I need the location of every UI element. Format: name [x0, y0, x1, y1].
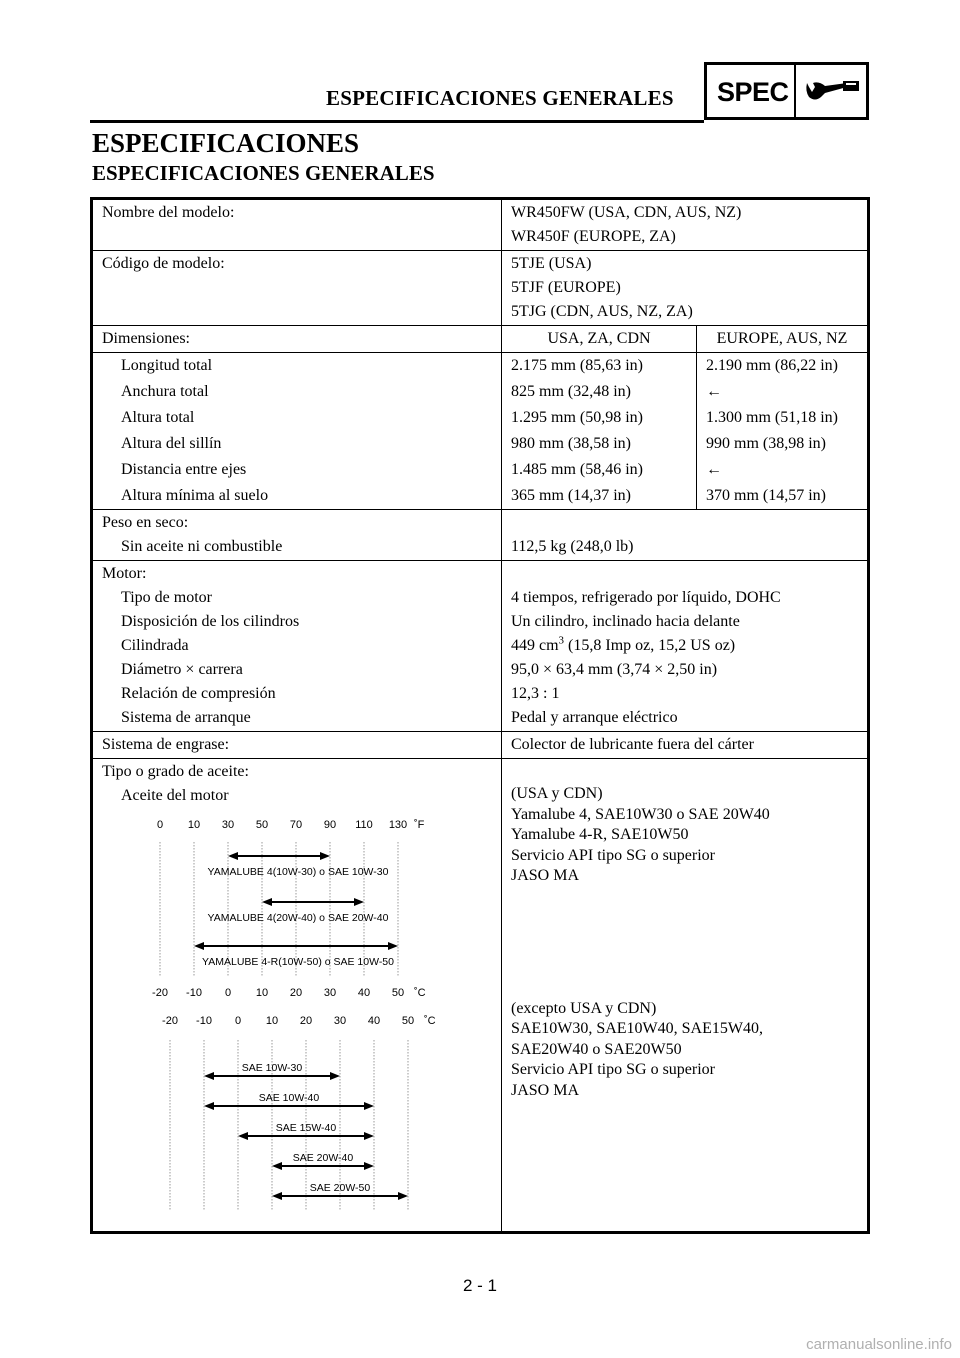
- spec-divider: [794, 65, 796, 117]
- oil-usa-block: [511, 784, 858, 887]
- c-tick-label: -10: [196, 1015, 212, 1027]
- dim-label: Distancia entre ejes: [121, 461, 247, 478]
- engine-label: Motor:: [102, 565, 147, 582]
- f-tick-label: 50: [255, 819, 269, 831]
- oil-line: SAE10W30, SAE10W40, SAE15W40,: [511, 1020, 763, 1037]
- c-tick-label: 0: [224, 987, 232, 999]
- dim-value-1: 980 mm (38,58 in): [502, 431, 697, 457]
- f-unit-label: ˚F: [414, 819, 425, 831]
- series-label: SAE 20W-50: [309, 1182, 371, 1194]
- dim-label: Altura mínima al suelo: [121, 487, 269, 504]
- dim-value-1: 1.295 mm (50,98 in): [502, 405, 697, 431]
- engine-item-label: Tipo de motor: [121, 589, 212, 606]
- range-arrow: [262, 898, 364, 906]
- f-tick-label: 130: [388, 819, 408, 831]
- f-tick-label: 0: [156, 819, 164, 831]
- c-tick-label: 50: [391, 987, 405, 999]
- page-number: 2 - 1: [462, 1276, 498, 1295]
- oil-line: Yamalube 4-R, SAE10W50: [511, 826, 689, 843]
- engine-item-label: Disposición de los cilindros: [121, 613, 300, 630]
- dim-value-2: 1.300 mm (51,18 in): [697, 405, 869, 431]
- code-values: [502, 251, 869, 326]
- series-label: SAE 10W-40: [258, 1092, 320, 1104]
- series-label: YAMALUBE 4(20W-40) o SAE 20W-40: [207, 912, 389, 924]
- c-tick-label: 10: [265, 1015, 279, 1027]
- oil-label-cell: [92, 759, 502, 1233]
- series-label: SAE 10W-30: [241, 1062, 303, 1074]
- c-tick-label: 30: [323, 987, 337, 999]
- dim-value-1: 825 mm (32,48 in): [502, 379, 697, 405]
- table-row: [92, 457, 869, 483]
- lubrication-label: Sistema de engrase:: [92, 732, 502, 759]
- series-label: YAMALUBE 4-R(10W-50) o SAE 10W-50: [202, 956, 394, 968]
- c-tick-label: 30: [333, 1015, 347, 1027]
- dimensions-col1: USA, ZA, CDN: [502, 326, 697, 353]
- engine-value-cell: [502, 561, 869, 732]
- model-values: [502, 199, 869, 251]
- weight-value-cell: [502, 510, 869, 561]
- c-tick-label: -20: [152, 987, 168, 999]
- header-title: ESPECIFICACIONES GENERALES: [326, 86, 674, 110]
- c-unit-label: ˚C: [414, 987, 426, 999]
- range-arrow: [228, 852, 330, 860]
- oil-line: Yamalube 4, SAE10W30 o SAE 20W40: [511, 805, 770, 823]
- dim-label: Anchura total: [121, 383, 209, 400]
- f-tick-label: 10: [187, 819, 201, 831]
- oil-value-cell: [502, 759, 869, 1233]
- model-value: WR450FW (USA, CDN, AUS, NZ): [511, 204, 742, 221]
- model-row: [92, 199, 869, 251]
- dim-value-2: 2.190 mm (86,22 in): [697, 353, 869, 380]
- weight-label: Peso en seco:: [102, 514, 189, 531]
- engine-item-label: Relación de compresión: [121, 685, 276, 702]
- weight-sub-label: Sin aceite ni combustible: [121, 538, 283, 555]
- dim-label: Altura total: [121, 409, 195, 426]
- oil-line: (USA y CDN): [511, 785, 603, 802]
- dim-label: Altura del sillín: [121, 435, 222, 452]
- engine-item-label: Sistema de arranque: [121, 709, 251, 726]
- dim-value-1: 1.485 mm (58,46 in): [502, 457, 697, 483]
- spec-label: SPEC: [717, 77, 789, 107]
- table-row: [92, 431, 869, 457]
- lubrication-value: Colector de lubricante fuera del cárter: [502, 732, 869, 759]
- spec-table: [90, 197, 870, 1234]
- lubrication-row: [92, 732, 869, 759]
- code-value: 5TJE (USA): [511, 255, 592, 272]
- c-unit-label: ˚C: [424, 1015, 436, 1027]
- engine-item-value: 95,0 × 63,4 mm (3,74 × 2,50 in): [511, 661, 718, 678]
- table-row: [92, 405, 869, 431]
- code-row: [92, 251, 869, 326]
- f-tick-label: 30: [221, 819, 235, 831]
- dimensions-header-row: [92, 326, 869, 353]
- weight-label-cell: [92, 510, 502, 561]
- oil-line: SAE20W40 o SAE20W50: [511, 1040, 682, 1058]
- c-tick-label: 40: [367, 1015, 381, 1027]
- engine-item-value: Un cilindro, inclinado hacia delante: [511, 613, 740, 630]
- dim-value-2: 990 mm (38,98 in): [697, 431, 869, 457]
- dim-value-1: 365 mm (14,37 in): [502, 483, 697, 510]
- engine-item-label: Cilindrada: [121, 637, 189, 654]
- dimensions-label: Dimensiones:: [92, 326, 502, 353]
- table-row: [92, 353, 869, 380]
- table-row: [92, 379, 869, 405]
- table-row: [92, 483, 869, 510]
- c-tick-label: 40: [357, 987, 371, 999]
- watermark: carmanualsonline.info: [806, 1336, 952, 1353]
- oil-line: (excepto USA y CDN): [511, 999, 657, 1017]
- weight-value: 112,5 kg (248,0 lb): [511, 538, 634, 555]
- engine-label-cell: [92, 561, 502, 732]
- section-heading: ESPECIFICACIONES: [92, 128, 360, 158]
- dim-label: Longitud total: [92, 353, 502, 380]
- oil-line: JASO MA: [511, 867, 580, 884]
- engine-item-label: Diámetro × carrera: [121, 661, 243, 678]
- code-value: 5TJF (EUROPE): [511, 279, 621, 296]
- code-value: 5TJG (CDN, AUS, NZ, ZA): [511, 303, 693, 320]
- c-tick-label: -20: [162, 1015, 178, 1027]
- model-value: WR450F (EUROPE, ZA): [511, 228, 676, 245]
- oil-sub-label: Aceite del motor: [121, 787, 229, 804]
- oil-line: JASO MA: [511, 1081, 580, 1099]
- engine-item-value: 4 tiempos, refrigerado por líquido, DOHC: [511, 589, 781, 606]
- engine-item-value: Pedal y arranque eléctrico: [511, 709, 678, 726]
- oil-row: [92, 759, 869, 1233]
- dim-value-2: ←: [697, 457, 869, 483]
- c-tick-label: 20: [289, 987, 303, 999]
- dim-value-2: ←: [697, 379, 869, 405]
- oil-other-block: [511, 999, 858, 1102]
- c-tick-label: 0: [234, 1015, 242, 1027]
- model-label: Nombre del modelo:: [92, 199, 502, 251]
- weight-row: [92, 510, 869, 561]
- code-label: Código de modelo:: [92, 251, 502, 326]
- c-tick-label: 20: [299, 1015, 313, 1027]
- spec-badge: [704, 62, 869, 120]
- oil-line: Servicio API tipo SG o superior: [511, 1061, 715, 1078]
- oil-chart-yamalube: [102, 814, 442, 1004]
- c-tick-label: 10: [255, 987, 269, 999]
- engine-row: [92, 561, 869, 732]
- oil-chart-sae: [102, 1010, 442, 1220]
- subsection-heading: ESPECIFICACIONES GENERALES: [92, 161, 435, 185]
- f-tick-label: 110: [355, 819, 373, 831]
- engine-item-value: 12,3 : 1: [511, 685, 560, 702]
- dim-value-2: 370 mm (14,57 in): [697, 483, 869, 510]
- c-tick-label: 50: [401, 1015, 415, 1027]
- series-label: YAMALUBE 4(10W-30) o SAE 10W-30: [207, 866, 389, 878]
- wrench-icon: [803, 77, 863, 107]
- header-rule: [90, 120, 704, 123]
- dimensions-col2: EUROPE, AUS, NZ: [697, 326, 869, 353]
- dim-value-1: 2.175 mm (85,63 in): [502, 353, 697, 380]
- engine-item-value: 449 $cm^3$ (15,8 Imp oz, 15,2 US oz): [511, 634, 736, 654]
- f-tick-label: 90: [323, 819, 337, 831]
- range-arrow: [194, 942, 398, 950]
- oil-line: Servicio API tipo SG o superior: [511, 846, 715, 864]
- oil-label: Tipo o grado de aceite:: [102, 763, 249, 780]
- series-label: SAE 20W-40: [292, 1152, 354, 1164]
- c-tick-label: -10: [186, 987, 202, 999]
- f-tick-label: 70: [289, 819, 303, 831]
- series-label: SAE 15W-40: [275, 1122, 337, 1134]
